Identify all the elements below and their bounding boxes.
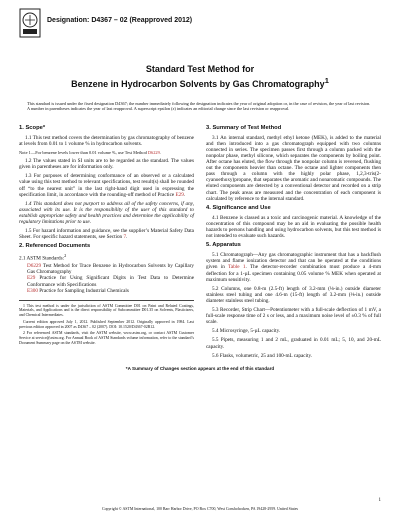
paragraph-1-3: 1.3 For purposes of determining conformance of an observed or a calculated value using this test method to relevant specifications, test result(s) shall be rounded off “to the nearest unit” in the last right-hand digit used in expressing the specification limit, in accordance with the rounding-off method of Practice E29. [19, 173, 194, 198]
title-line-1: Standard Test Method for [145, 64, 255, 74]
footnotes [19, 300, 194, 346]
paragraph-1-1: 1.1 This test method covers the determination by gas chromatography of benzene at levels from 0.01 to 1 volume % in hydrocarbon solvents. [19, 134, 194, 147]
left-column [19, 122, 194, 362]
document-title [19, 64, 381, 90]
summary-of-changes-note: *A Summary of Changes section appears at the end of this standard [125, 365, 275, 371]
footnote-1: 1 This test method is under the jurisdiction of ASTM Committee D01 on Paint and Related Coatings, Materials, and Applications and is the direct responsibility of Subcommittee D01.35 on Solvents, Plasticizers, and Chemical Intermediates. [19, 303, 194, 318]
paragraph-4-1: 4.1 Benzene is classed as a toxic and carcinogenic material. A knowledge of the concentration of this compound may be an aid in evaluating the possible health hazards to persons handling and using hydrocarbon solvents, but this test method is not intended to evaluate such hazards. [206, 214, 381, 240]
footnote-2: 2 For referenced ASTM standards, visit the ASTM website, www.astm.org, or contact ASTM Customer Service at service@astm.org. For Annual Book of ASTM Standards volume information, refer to the standard’s Document Summary page on the ASTM website. [19, 331, 194, 345]
right-column [206, 122, 381, 362]
reference-code[interactable]: E29 [27, 275, 36, 282]
reference-item: D6229 Test Method for Trace Benzene in Hydrocarbon Solvents by Capillary Gas Chromatography [27, 263, 194, 276]
document-header [19, 8, 381, 40]
paragraph-5-4: 5.4 Microsyringe, 5-µL capacity. [212, 328, 281, 335]
two-column-body [19, 122, 381, 362]
section-1-heading: 1. Scope* [19, 124, 46, 131]
paragraph-1-4: 1.4 This standard does not purport to address all of the safety concerns, if any, associated with its use. It is the responsibility of the user of this standard to establish appropriate safety and health practices and determine the applicability of regulatory limitations prior to use. [19, 200, 194, 226]
paragraph-2-1: 2.1 ASTM Standards:$^2$ [19, 253, 67, 263]
link-e29[interactable]: E29 [175, 191, 184, 198]
paragraph-5-3: 5.3 Recorder, Strip Chart—Potentiometer with a full-scale deflection of 1 mV, a full-scale response time of 2 s or less, and a maximum noise level of ±0.3 % of full scale. [206, 307, 381, 326]
paragraph-5-1: 5.1 Chromatograph—Any gas chromatographic instrument that has a backflush system and flame ionization detector and that can be operated at the conditions given in Table 1. The detector-recorder combination must produce a 4-mm deflection for a 1-µL specimen containing 0.05 volume % MEK when operated at maximum sensitivity. [206, 252, 381, 283]
paragraph-5-5: 5.5 Pipets, measuring 1 and 2 mL, graduated in 0.01 mL; 5, 10, and 20-mL capacity. [206, 337, 381, 350]
section-2-heading: 2. Referenced Documents [19, 243, 91, 250]
standard-note: This standard is issued under the fixed designation D4367; the number immediately following the designation indicates the year of original adoption or, in the case of revision, the year of last revision. A number in parentheses indicates the year of last reapproval. A superscript epsilon (ε) indicates an editorial change since the last revision or reapproval. [27, 101, 371, 112]
section-5-heading: 5. Apparatus [206, 242, 241, 249]
title-line-2: Benzene in Hydrocarbon Solvents by Gas Chromatography$^1$ [71, 76, 329, 89]
paragraph-5-2: 5.2 Columns, one 0.8-m (2.5-ft) length of 3.2-mm (⅛-in.) outside diameter stainless steel tubing and one 4.6-m (15-ft) length of 3.2-mm (⅛-in.) outside diameter stainless steel tubing. [206, 285, 381, 304]
copyright-line: Copyright © ASTM International, 100 Barr Harbor Drive, PO Box C700, West Conshohocken, PA 19428-2959. United States [102, 507, 298, 511]
link-section-7[interactable]: 7 [123, 234, 127, 241]
section-3-heading: 3. Summary of Test Method [206, 124, 282, 131]
reference-item: E300 Practice for Sampling Industrial Chemicals [27, 287, 129, 294]
link-d6229[interactable]: D6229 [147, 149, 160, 155]
link-table-1[interactable]: Table 1 [228, 264, 246, 271]
designation: Designation: D4367 – 02 (Reapproved 2012) [47, 17, 193, 24]
reference-code[interactable]: D6229 [27, 263, 42, 270]
section-4-heading: 4. Significance and Use [206, 204, 271, 211]
paragraph-3-1: 3.1 An internal standard, methyl ethyl ketone (MEK), is added to the material and then introduced into a gas chromatograph equipped with two columns connected in series. The specimen passes first through a column packed with the nonpolar phase, methyl silicone, which separates the components by boiling point. After octane has eluted, the flow through the nonpolar column is reversed, flushing out the components heavier than octane. The octane and lighter components then pass through a column with the highly polar phase, 1,2,3-tris(2-cyanoethoxy)propane, that separates the aromatic and nonaromatic compounds. The eluted components are detected by a conventional detector and recorded on a strip chart. The peak areas are measured and the concentration of each component is calculated by reference to the internal standard. [206, 134, 381, 202]
paragraph-1-2: 1.2 The values stated in SI units are to be regarded as the standard. The values given in parentheses are for information only. [19, 158, 194, 171]
reference-item: E29 Practice for Using Significant Digits in Test Data to Determine Conformance with Specifications [27, 275, 194, 288]
paragraph-5-6: 5.6 Flasks, volumetric, 25 and 100-mL capacity. [212, 352, 313, 359]
page-number: 1 [378, 498, 381, 503]
astm-logo-icon [19, 8, 41, 38]
note-1: Note 1—For benzene levels lower than 0.01 volume %, use Test Method D6229. [19, 149, 161, 155]
footnote-1-edition: Current edition approved July 1, 2012. Published September 2012. Originally approved in 1984. Last previous edition approved in 2007 as D4367 – 02 (2007). DOI: 10.1520/D4367-02R12. [19, 319, 194, 329]
paragraph-1-5: 1.5 For hazard information and guidance, see the supplier’s Material Safety Data Sheet. For specific hazard statements, see Section 7. [19, 228, 194, 241]
reference-code[interactable]: E300 [27, 287, 38, 294]
